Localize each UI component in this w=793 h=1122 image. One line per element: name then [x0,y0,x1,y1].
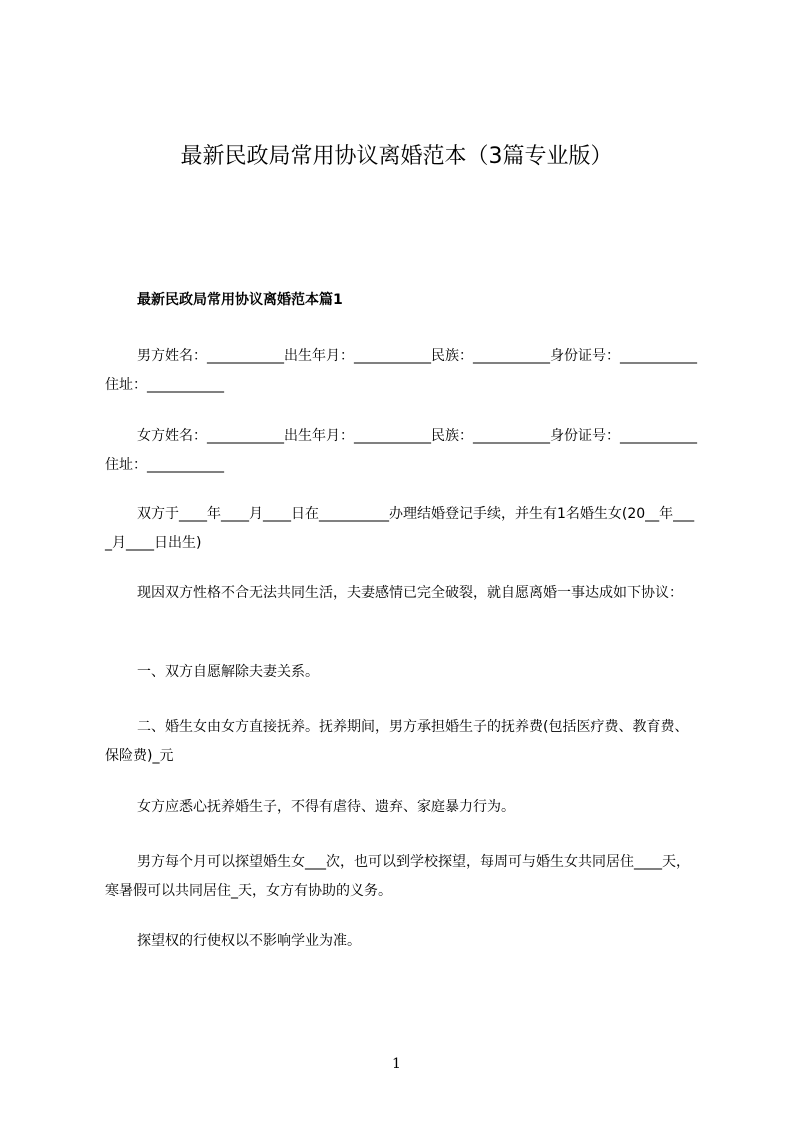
paragraph-clause-2: 二、婚生女由女方直接抚养。抚养期间，男方承担婚生子的抚养费(包括医疗费、教育费、保险费)_元 [105,719,689,764]
paragraph-visitation: 男方每个月可以探望婚生女___次，也可以到学校探望，每周可与婚生女共同居住____天，寒暑假可以共同居住_天，女方有协助的义务。 [105,854,690,899]
paragraph-male-info: 男方姓名：___________出生年月：___________民族：___________身份证号：___________住址：___________ [105,348,697,393]
paragraph-marriage-registration: 双方于____年____月____日在__________办理结婚登记手续，并生有1名婚生女(20__年____月____日出生) [105,506,695,551]
paragraph-visitation-rule: 探望权的行使权以不影响学业为准。 [137,933,361,949]
document-title: 最新民政局常用协议离婚范本（3篇专业版） [180,144,613,169]
paragraph-female-info: 女方姓名：___________出生年月：___________民族：___________身份证号：___________住址：___________ [105,428,697,473]
paragraph-clause-1: 一、双方自愿解除夫妻关系。 [137,664,319,680]
paragraph-custody-duty: 女方应悉心抚养婚生子，不得有虐待、遗弃、家庭暴力行为。 [137,799,515,815]
paragraph-divorce-reason: 现因双方性格不合无法共同生活，夫妻感情已完全破裂，就自愿离婚一事达成如下协议： [137,585,683,601]
section-heading: 最新民政局常用协议离婚范本篇1 [137,292,343,308]
page-number: 1 [392,1056,401,1072]
